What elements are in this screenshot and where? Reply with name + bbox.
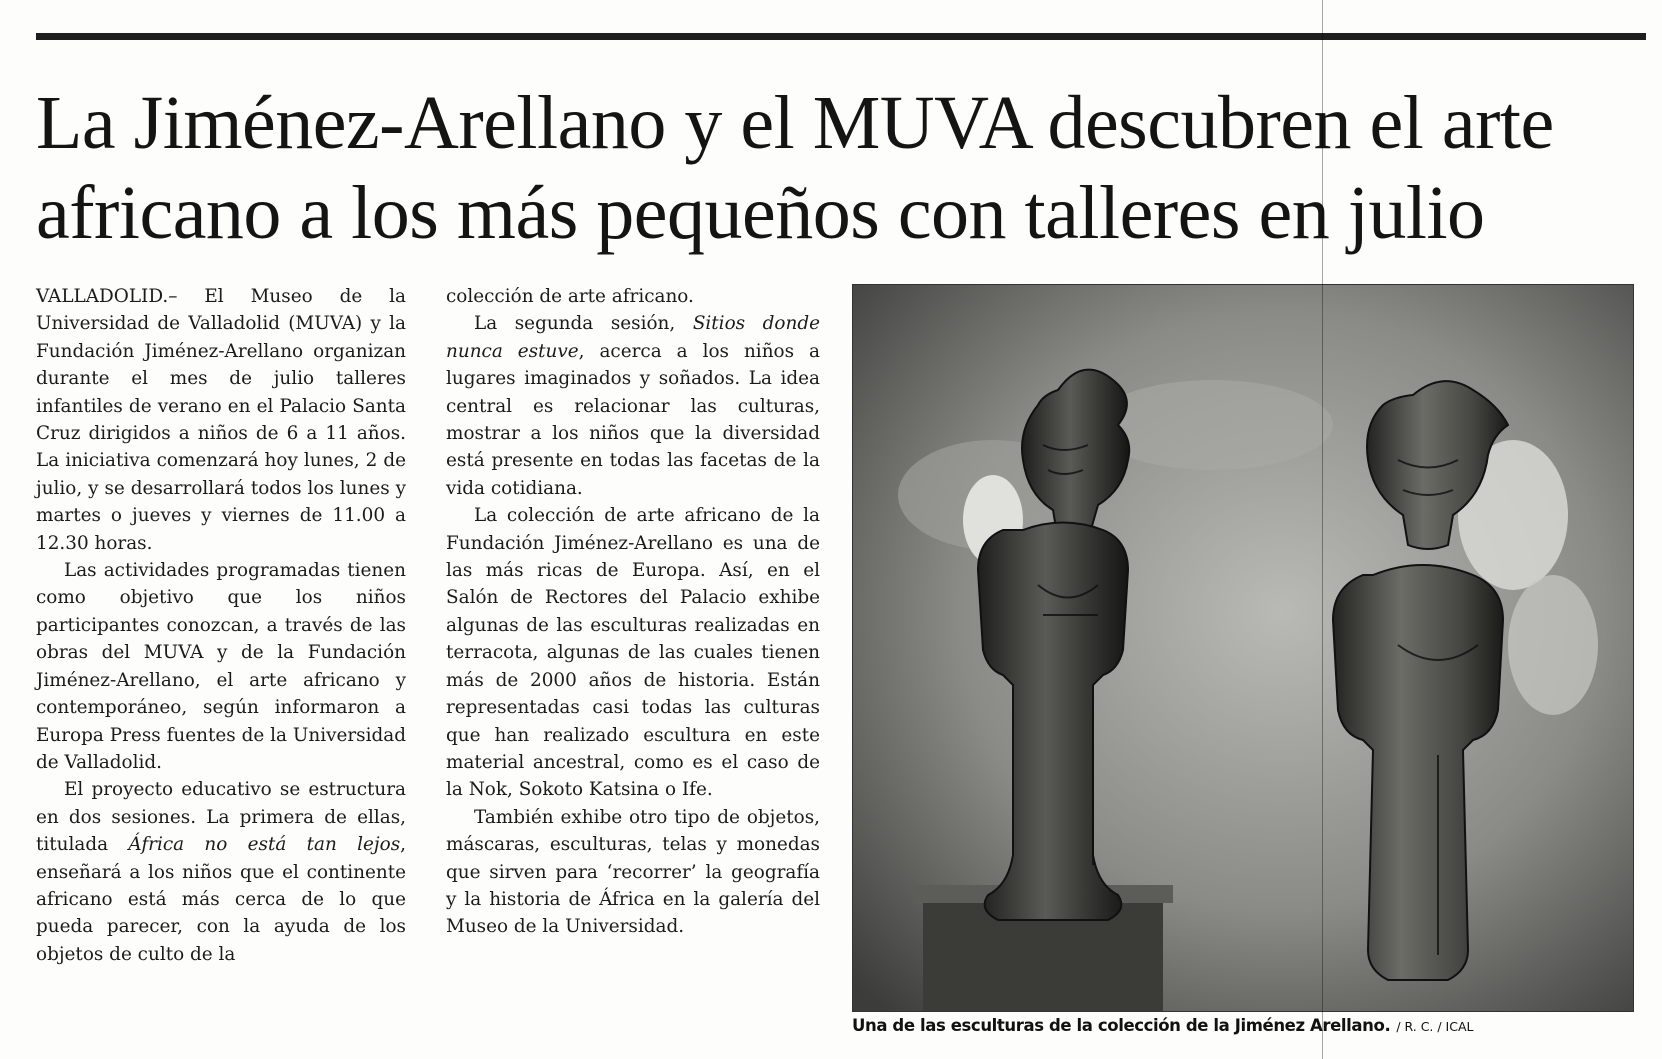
paragraph-6: También exhibe otro tipo de objetos, máscaras, esculturas, telas y monedas que sirven para ‘recorrer’ la geografía y la historia de África en la galería del Museo de la Universidad. [446,806,820,938]
photo-caption [852,1016,1642,1035]
body-column-1 [36,283,406,968]
sculpture-photo [852,284,1634,1012]
paragraph-4-end: , acerca a los niños a lugares imaginados y soñados. La idea central es relacionar las culturas, mostrar a los niños que la diversidad está presente en todas las facetas de la vida cotidiana. [446,340,820,499]
paragraph-2: Las actividades programadas tienen como objetivo que los niños participantes conozcan, a través de las obras del MUVA y de la Fundación Jiménez-Arellano, el arte africano y contemporáneo, según informaron a Europa Press fuentes de la Universidad de Valladolid. [36,560,406,773]
paragraph-4 [446,310,820,502]
headline-line-2: africano a los más pequeños con talleres en julio [36,171,1485,255]
top-rule [36,33,1646,40]
caption-text: Una de las esculturas de la colección de la Jiménez Arellano. [852,1016,1391,1035]
workshop-title-2: Sitios donde nunca estuve [446,313,820,362]
paragraph-1: VALLADOLID.– El Museo de la Universidad de Valladolid (MUVA) y la Fundación Jiménez-Arellano organizan durante el mes de julio talleres infantiles de verano en el Palacio Santa Cruz dirigidos a niños de 6 a 11 años. La iniciativa comenzará hoy lunes, 2 de julio, y se desarrollará todos los lunes y martes o jueves y viernes de 11.00 a 12.30 horas. [36,286,406,554]
sculpture-illustration [853,285,1633,1011]
workshop-title-1: África no está tan lejos [128,834,401,856]
background-blur-5 [1508,575,1598,715]
page-fold-line [1322,0,1323,1059]
paragraph-4-start: La segunda sesión, [474,313,693,335]
paragraph-3 [36,776,406,968]
photo-credit: / R. C. / ICAL [1396,1019,1474,1034]
paragraph-5: La colección de arte africano de la Fundación Jiménez-Arellano es una de las más ricas de Europa. Así, en el Salón de Rectores del Palacio exhibe algunas de las esculturas realizadas en terracota, algunas de las cuales tienen más de 2000 años de historia. Están representadas casi todas las culturas que han realizado escultura en este material ancestral, como es el caso de la Nok, Sokoto Katsina o Ife. [446,505,820,801]
paragraph-3-end: , enseñará a los niños que el continente africano está más cerca de lo que pueda parecer, con la ayuda de los objetos de culto de la [36,834,406,965]
body-column-2 [446,283,820,941]
paragraph-3-continued: colección de arte africano. [446,286,694,307]
headline-line-1: La Jiménez-Arellano y el MUVA descubren el arte [36,81,1554,165]
headline [36,78,1646,258]
paragraph-3-start: El proyecto educativo se estructura en dos sesiones. La primera de ellas, titulada [36,779,406,856]
